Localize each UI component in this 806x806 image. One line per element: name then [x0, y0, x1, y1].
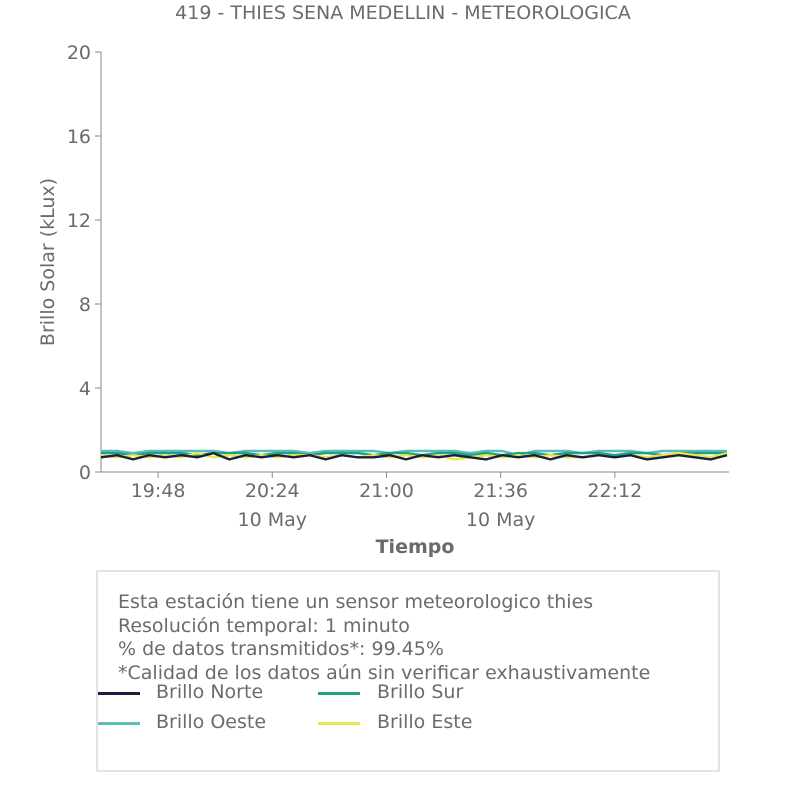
legend-swatch-norte — [98, 692, 140, 695]
y-tick-label: 20 — [66, 42, 91, 64]
x-tick-date-label: 10 May — [465, 509, 536, 531]
y-tick-label: 12 — [66, 210, 91, 232]
x-axis-label: Tiempo — [375, 536, 455, 558]
info-box — [96, 570, 720, 772]
legend-label-sur: Brillo Sur — [377, 681, 464, 703]
y-axis-label: Brillo Solar (kLux) — [37, 177, 59, 347]
info-station: Esta estación tiene un sensor meteorologico thies — [118, 591, 594, 613]
legend-label-norte: Brillo Norte — [156, 681, 264, 703]
x-tick-label: 21:36 — [473, 480, 529, 502]
x-tick-label: 21:00 — [359, 480, 414, 502]
series-lines — [101, 451, 727, 459]
info-resolution: Resolución temporal: 1 minuto — [118, 615, 410, 637]
x-tick-label: 22:12 — [587, 480, 643, 502]
y-tick-label: 4 — [78, 378, 91, 400]
x-tick-date-label: 10 May — [237, 509, 308, 531]
legend-swatch-oeste — [98, 722, 140, 725]
legend-swatch-este — [318, 722, 360, 725]
x-tick-label: 19:48 — [130, 480, 186, 502]
y-tick-label: 16 — [66, 126, 91, 148]
info-quality-note: *Calidad de los datos aún sin verificar exhaustivamente — [118, 662, 651, 684]
legend-label-oeste: Brillo Oeste — [156, 711, 267, 733]
legend-label-este: Brillo Este — [377, 711, 473, 733]
legend-swatch-sur — [318, 692, 360, 695]
y-tick-label: 8 — [78, 294, 91, 316]
chart-title: 419 - THIES SENA MEDELLIN - METEOROLOGICA — [175, 2, 631, 24]
x-tick-label: 20:24 — [244, 480, 300, 502]
y-tick-label: 0 — [78, 462, 91, 484]
info-transmitted: % de datos transmitidos*: 99.45% — [118, 638, 444, 660]
